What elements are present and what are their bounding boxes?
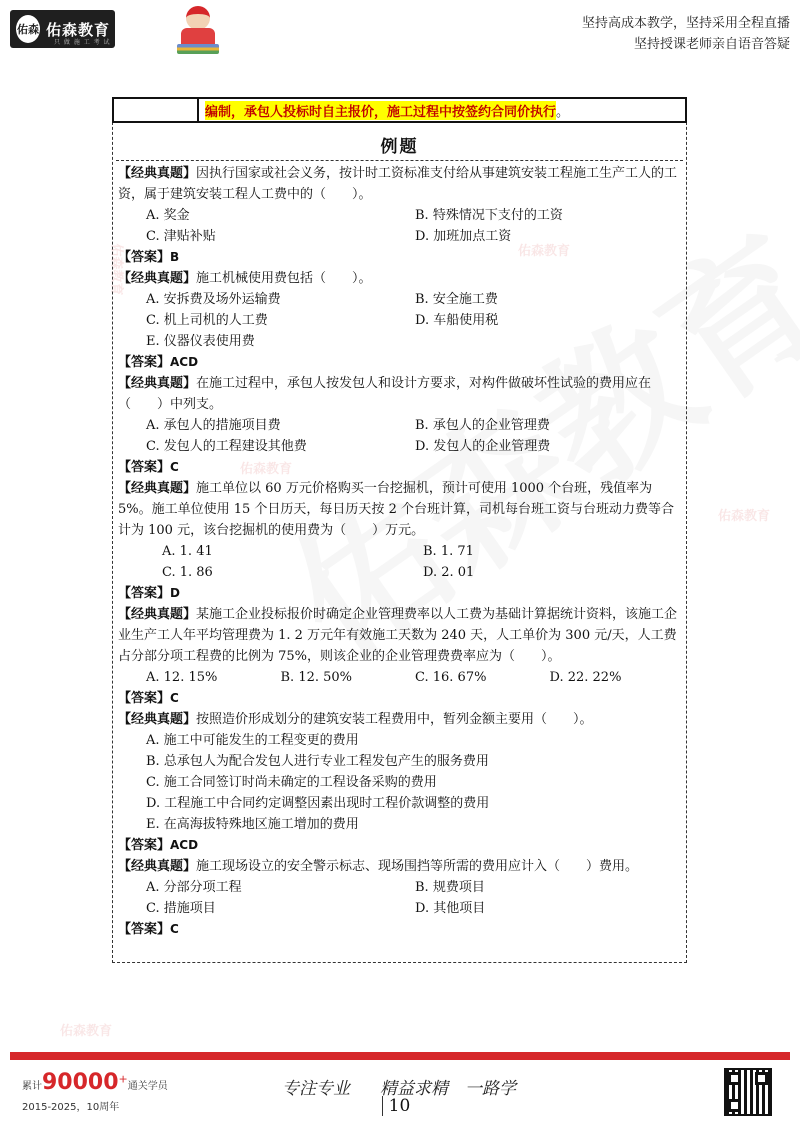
option: E. 在高海拔特殊地区施工增加的费用 — [146, 817, 359, 832]
option: D. 工程施工中合同约定调整因素出现时工程价款调整的费用 — [146, 796, 490, 811]
option: A. 12. 15% — [146, 670, 218, 685]
question-text: 【经典真题】按照造价形成划分的建筑安装工程费用中，暂列金额主要用（ ）。 — [118, 712, 593, 727]
option: B. 安全施工费 — [415, 292, 498, 307]
question-text: 【经典真题】因执行国家或社会义务，按计时工资标准支付给从事建筑安装工程施工生产工人的工资，属于建筑安装工程人工费中的（ ）。 — [118, 166, 678, 202]
slogan-line-2: 坚持授课老师亲自语音答疑 — [633, 37, 790, 52]
option: D. 其他项目 — [415, 901, 486, 916]
options — [118, 289, 684, 352]
table-top-row — [112, 97, 687, 123]
option: A. 安拆费及场外运输费 — [146, 292, 281, 307]
table-cell-empty — [114, 99, 199, 121]
page-header — [0, 0, 800, 60]
option: A. 1. 41 — [162, 544, 213, 559]
brand-logo — [10, 10, 115, 48]
question-text: 【经典真题】施工机械使用费包括（ ）。 — [118, 271, 372, 286]
question-text: 【经典真题】施工单位以 60 万元价格购买一台挖掘机，预计可使用 1000 个台班，残值率为 5%。施工单位使用 15 个日历天，每日历天按 2 个台班计算，司机每台班工资与台班动力费等合计为 100 元，该台挖掘机的使用费为（ ）万元。 — [118, 481, 674, 538]
options — [118, 877, 684, 919]
signature-right: 精益求精 一路学 — [380, 1079, 516, 1099]
option: D. 22. 22% — [549, 670, 622, 685]
option: C. 津贴补贴 — [146, 229, 216, 244]
table-cell-text — [199, 99, 685, 121]
logo-badge-icon: 佑森 — [16, 15, 40, 43]
stat-suffix: 通关学员 — [127, 1081, 168, 1092]
option: B. 规费项目 — [415, 880, 485, 895]
option: A. 奖金 — [146, 208, 190, 223]
stat-counter — [22, 1070, 168, 1095]
option: C. 发包人的工程建设其他费 — [146, 439, 307, 454]
stat-prefix: 累计 — [22, 1081, 42, 1092]
option: A. 施工中可能发生的工程变更的费用 — [146, 733, 359, 748]
answer: 【答案】C — [118, 922, 179, 937]
option: C. 施工合同签订时尚未确定的工程设备采购的费用 — [146, 775, 437, 790]
options — [118, 205, 684, 247]
stat-plus: + — [118, 1072, 128, 1086]
slogan-line-1: 坚持高成本教学，坚持采用全程直播 — [581, 16, 790, 31]
option: B. 1. 71 — [423, 544, 474, 559]
option: B. 12. 50% — [280, 670, 353, 685]
divider — [116, 160, 683, 161]
option: B. 特殊情况下支付的工资 — [415, 208, 563, 223]
answer: 【答案】ACD — [118, 838, 199, 853]
signature-left: 专注专业 — [282, 1079, 350, 1099]
option: E. 仪器仪表使用费 — [146, 334, 255, 349]
answer: 【答案】B — [118, 250, 180, 265]
logo-text: 佑森教育 — [46, 20, 111, 39]
options — [118, 415, 684, 457]
option: A. 承包人的措施项目费 — [146, 418, 281, 433]
options — [118, 541, 684, 583]
option: C. 1. 86 — [162, 565, 213, 580]
question-text: 【经典真题】某施工企业投标报价时确定企业管理费率以人工费为基础计算据统计资料，该施工企业生产工人年平均管理费为 1. 2 万元年有效施工天数为 240 天，人工单价为 300 元/天，人工费占分部分项工程费的比例为 75%，则该企业的企业管理费费率应为（ ）。 — [118, 607, 678, 664]
answer: 【答案】D — [118, 586, 180, 601]
option: D. 加班加点工资 — [415, 229, 512, 244]
option: D. 车船使用税 — [415, 313, 499, 328]
section-title: 例题 — [380, 137, 419, 157]
option: B. 承包人的企业管理费 — [415, 418, 550, 433]
page-number: 10 — [382, 1096, 416, 1116]
option: C. 措施项目 — [146, 901, 216, 916]
question-list — [118, 163, 684, 940]
footer-bar — [10, 1052, 790, 1060]
text-tail: 。 — [556, 104, 570, 120]
highlighted-text: 编制，承包人投标时自主报价，施工过程中按签约合同价执行 — [205, 101, 556, 120]
question-text: 【经典真题】施工现场设立的安全警示标志、现场围挡等所需的费用应计入（ ）费用。 — [118, 859, 639, 874]
watermark-stamp: 佑森教育 — [518, 244, 571, 259]
option: A. 分部分项工程 — [146, 880, 242, 895]
option: C. 16. 67% — [415, 670, 487, 685]
question-text: 【经典真题】在施工过程中，承包人按发包人和设计方要求，对构件做破坏性试验的费用应在（ ）中列支。 — [118, 376, 652, 412]
stat-years: 2015-2025，10周年 — [22, 1102, 120, 1113]
answer: 【答案】C — [118, 691, 179, 706]
option: D. 2. 01 — [423, 565, 475, 580]
answer: 【答案】C — [118, 460, 179, 475]
watermark-stamp: 佑森教育 — [108, 243, 124, 296]
qr-code-icon — [724, 1068, 772, 1116]
options — [118, 730, 684, 835]
watermark-stamp: 佑森教育 — [60, 1024, 113, 1039]
mascot-icon — [175, 6, 221, 56]
option: C. 机上司机的人工费 — [146, 313, 268, 328]
watermark-stamp: 佑森教育 — [240, 462, 293, 477]
logo-subtitle: 只 做 施 工 考 试 — [54, 39, 111, 46]
options — [118, 667, 684, 688]
stat-number: 90000 — [42, 1070, 119, 1095]
option: D. 发包人的企业管理费 — [415, 439, 551, 454]
watermark-stamp: 佑森教育 — [718, 509, 771, 524]
option: B. 总承包人为配合发包人进行专业工程发包产生的服务费用 — [146, 754, 489, 769]
answer: 【答案】ACD — [118, 355, 199, 370]
